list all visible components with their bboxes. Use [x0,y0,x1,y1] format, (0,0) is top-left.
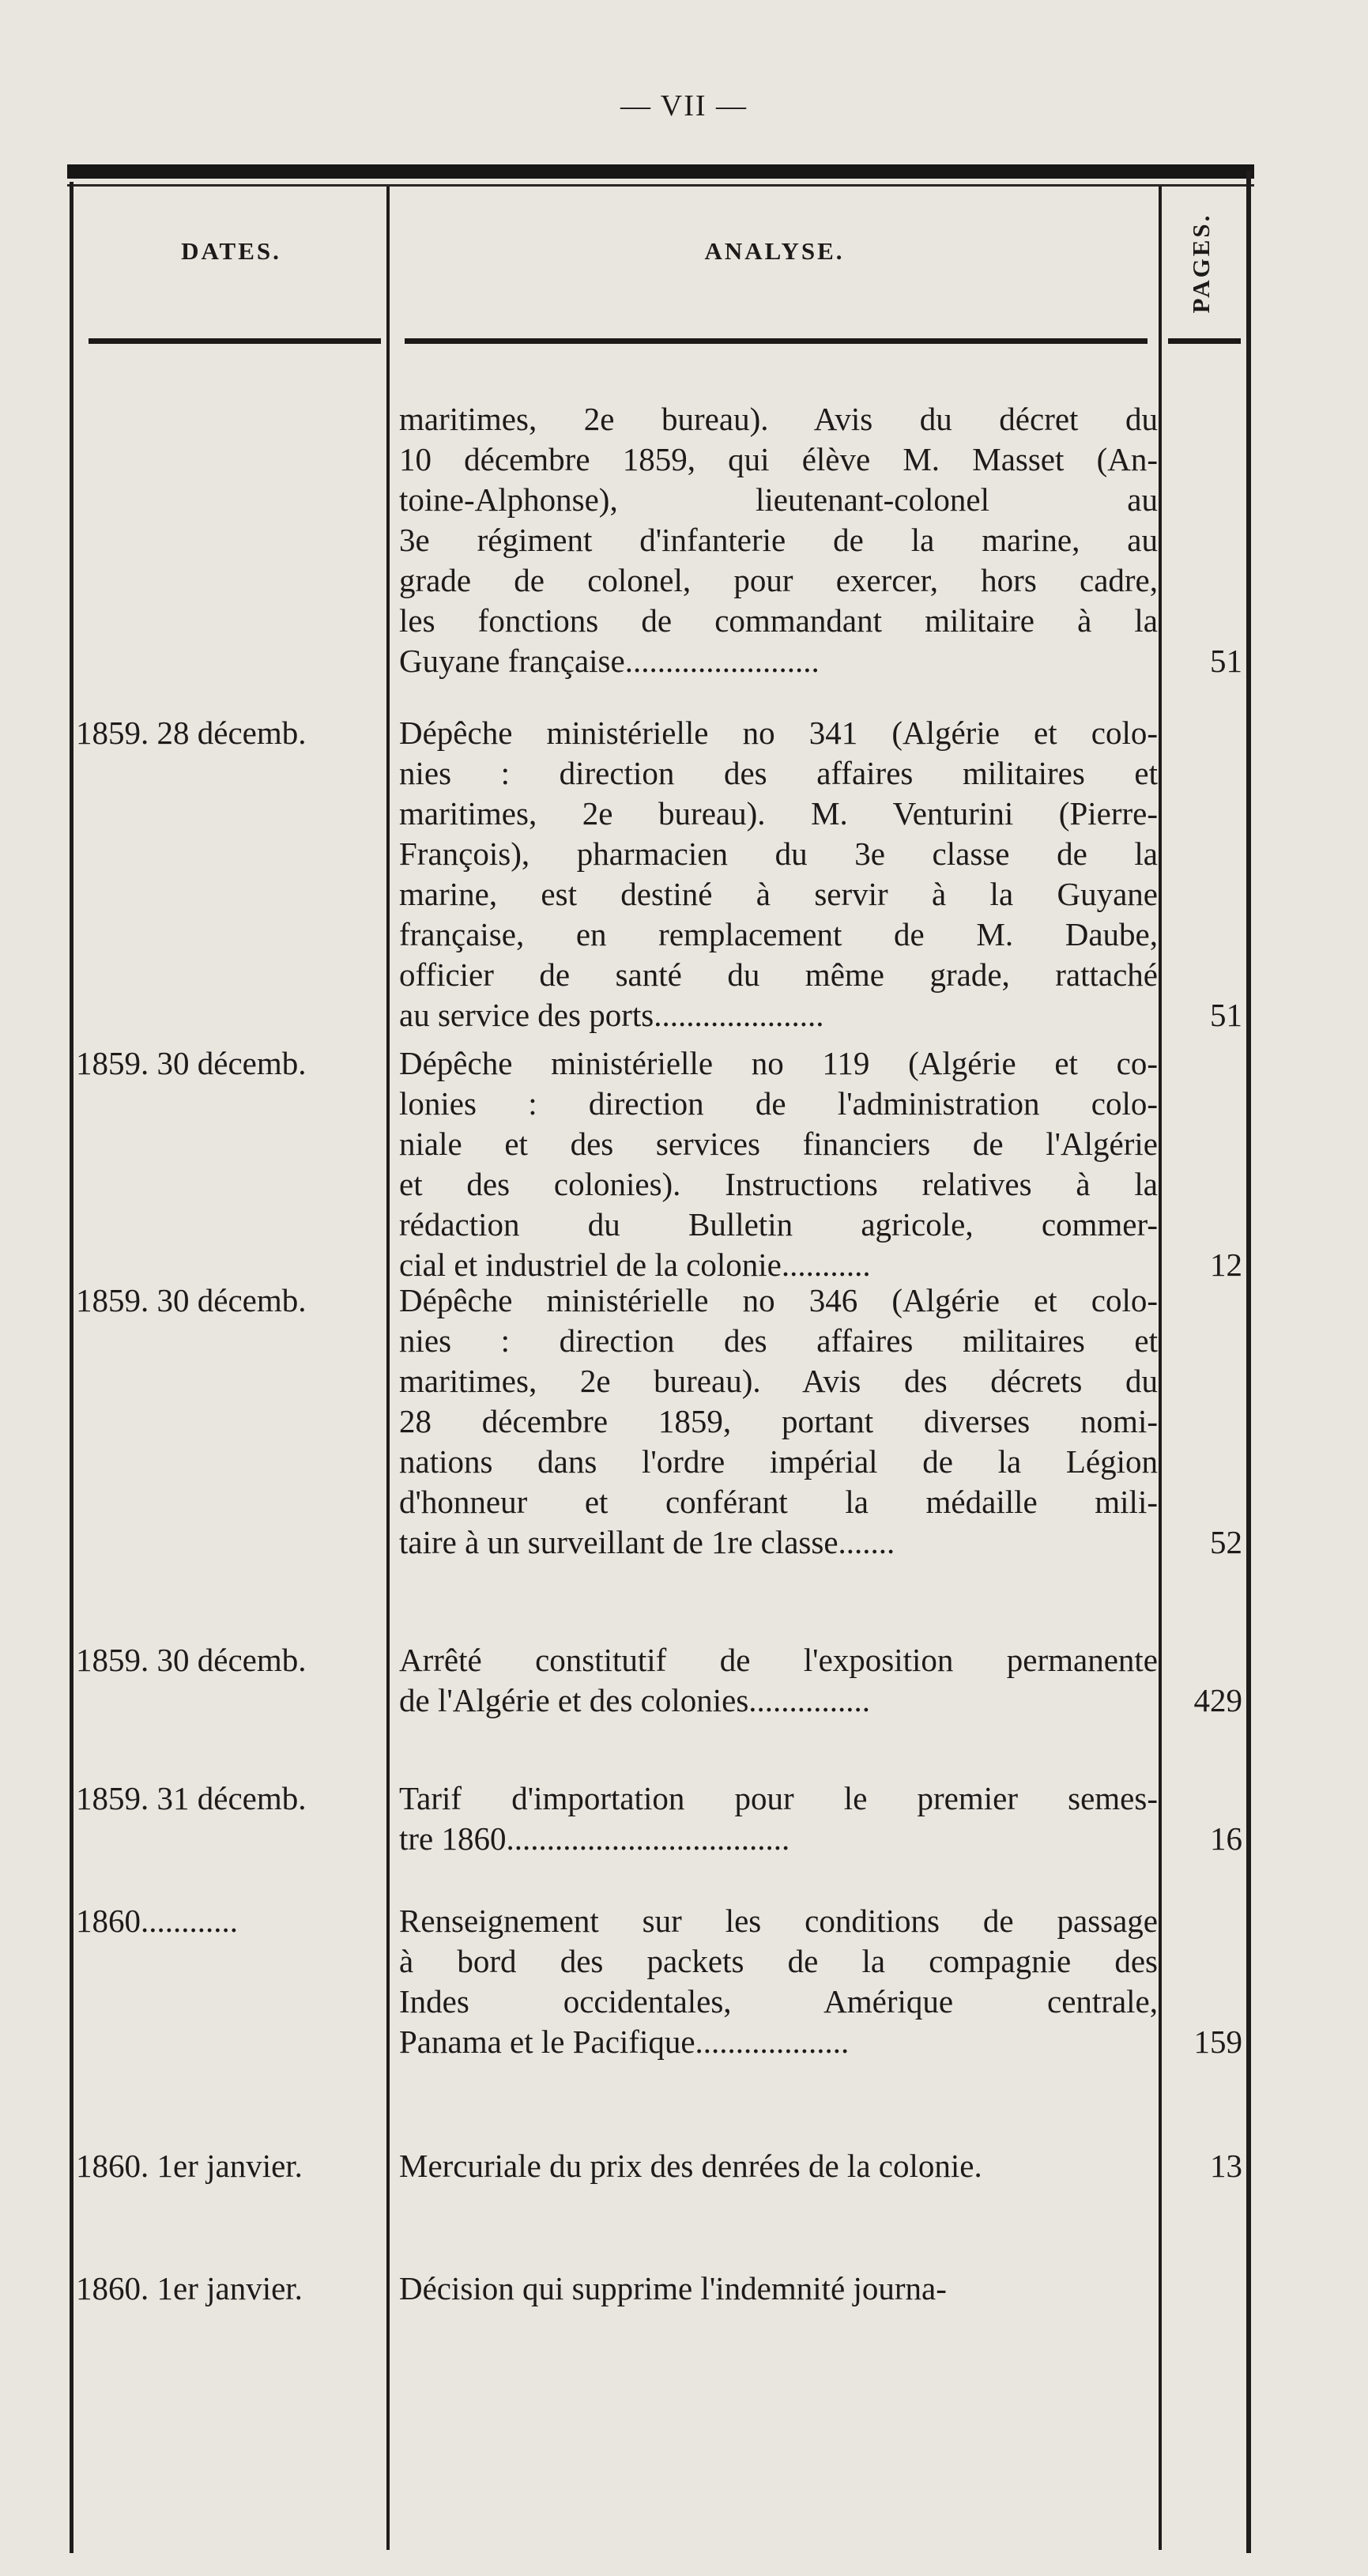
entry-analysis [399,1778,1158,1859]
analysis-line: nies : direction des affaires militaires et [399,1322,1158,1359]
analysis-line: taire à un surveillant de 1re classe....... [399,1524,895,1560]
entry-analysis [399,1640,1158,1721]
analysis-line: nations dans l'ordre impérial de la Légion [399,1443,1158,1480]
analysis-line: Mercuriale du prix des denrées de la colonie. [399,2148,982,2184]
entry-date: 1860. 1er janvier. [76,2148,303,2184]
analysis-line: marine, est destiné à servir à la Guyane [399,876,1158,912]
entry-date: 1859. 30 décemb. [76,1045,307,1081]
entry-date: 1860. 1er janvier. [76,2270,303,2306]
entry-page-ref: 12 [1210,1247,1242,1283]
entry-page-ref: 429 [1193,1682,1242,1718]
analysis-line: maritimes, 2e bureau). M. Venturini (Pierre- [399,795,1158,832]
analysis-line: 10 décembre 1859, qui élève M. Masset (An- [399,441,1158,477]
analysis-line: Renseignement sur les conditions de passage [399,1903,1158,1939]
analysis-line: au service des ports..................... [399,997,824,1033]
entry-page-ref: 51 [1210,643,1242,679]
entry-date: 1859. 30 décemb. [76,1282,307,1318]
analysis-line: Tarif d'importation pour le premier semes- [399,1780,1158,1816]
table-left-border [70,182,73,2553]
entry-page-ref: 16 [1210,1820,1242,1857]
entry-analysis [399,1901,1158,2062]
analysis-line: maritimes, 2e bureau). Avis des décrets du [399,1363,1158,1399]
header-dates: DATES. [181,237,281,265]
entry-analysis [399,1280,1158,1563]
analysis-line: Arrêté constitutif de l'exposition permanente [399,1642,1158,1678]
header-underline-pages [1168,338,1241,344]
analysis-line: Décision qui supprime l'indemnité journa- [399,2270,947,2306]
entry-analysis [399,2269,1158,2309]
column-divider-dates [386,187,390,2550]
analysis-line: Dépêche ministérielle no 119 (Algérie et co- [399,1045,1158,1081]
header-underline-dates [89,338,381,344]
entry-analysis [399,713,1158,1035]
analysis-line: nies : direction des affaires militaires et [399,755,1158,791]
header-underline-analyse [405,338,1148,344]
analysis-line: française, en remplacement de M. Daube, [399,916,1158,952]
analysis-line: officier de santé du même grade, rattaché [399,956,1158,993]
entry-analysis [399,1043,1158,1285]
analysis-line: rédaction du Bulletin agricole, commer- [399,1206,1158,1243]
analysis-line: tre 1860................................... [399,1820,790,1857]
page-number: — VII — [620,89,748,123]
analysis-line: et des colonies). Instructions relatives à la [399,1166,1158,1202]
analysis-line: à bord des packets de la compagnie des [399,1943,1158,1979]
analysis-line: grade de colonel, pour exercer, hors cadre, [399,562,1158,598]
entry-analysis [399,2146,1158,2186]
analysis-line: 3e régiment d'infanterie de la marine, au [399,522,1158,558]
entry-analysis [399,399,1158,681]
column-divider-analyse [1159,187,1162,2550]
analysis-line: Dépêche ministérielle no 346 (Algérie et colo- [399,1282,1158,1318]
entry-date: 1859. 28 décemb. [76,715,307,751]
analysis-line: 28 décembre 1859, portant diverses nomi- [399,1403,1158,1439]
analysis-line: Dépêche ministérielle no 341 (Algérie et colo- [399,715,1158,751]
analysis-line: François), pharmacien du 3e classe de la [399,835,1158,872]
table-top-rule-thin [67,184,1254,187]
entry-date: 1860............ [76,1903,238,1939]
header-pages-label: PAGES. [1187,213,1215,314]
header-analyse: ANALYSE. [704,237,845,265]
entry-page-ref: 13 [1210,2148,1242,2184]
analysis-line: les fonctions de commandant militaire à la [399,602,1158,639]
entry-page-ref: 159 [1193,2023,1242,2060]
analysis-line: niale et des services financiers de l'Algérie [399,1126,1158,1162]
analysis-line: cial et industriel de la colonie........... [399,1247,871,1283]
analysis-line: Panama et le Pacifique................... [399,2023,850,2060]
entry-page-ref: 51 [1210,997,1242,1033]
entry-date: 1859. 30 décemb. [76,1642,307,1678]
entry-page-ref: 52 [1210,1524,1242,1560]
analysis-line: maritimes, 2e bureau). Avis du décret du [399,401,1158,437]
table-top-rule [67,164,1254,179]
analysis-line: lonies : direction de l'administration colo- [399,1085,1158,1122]
entry-date: 1859. 31 décemb. [76,1780,307,1816]
analysis-line: Indes occidentales, Amérique centrale, [399,1983,1158,2020]
analysis-line: toine-Alphonse), lieutenant-colonel au [399,481,1158,518]
analysis-line: d'honneur et conférant la médaille mili- [399,1484,1158,1520]
header-pages [1162,196,1241,330]
table-right-border [1246,170,1251,2553]
analysis-line: de l'Algérie et des colonies............... [399,1682,871,1718]
analysis-line: Guyane française........................ [399,643,820,679]
